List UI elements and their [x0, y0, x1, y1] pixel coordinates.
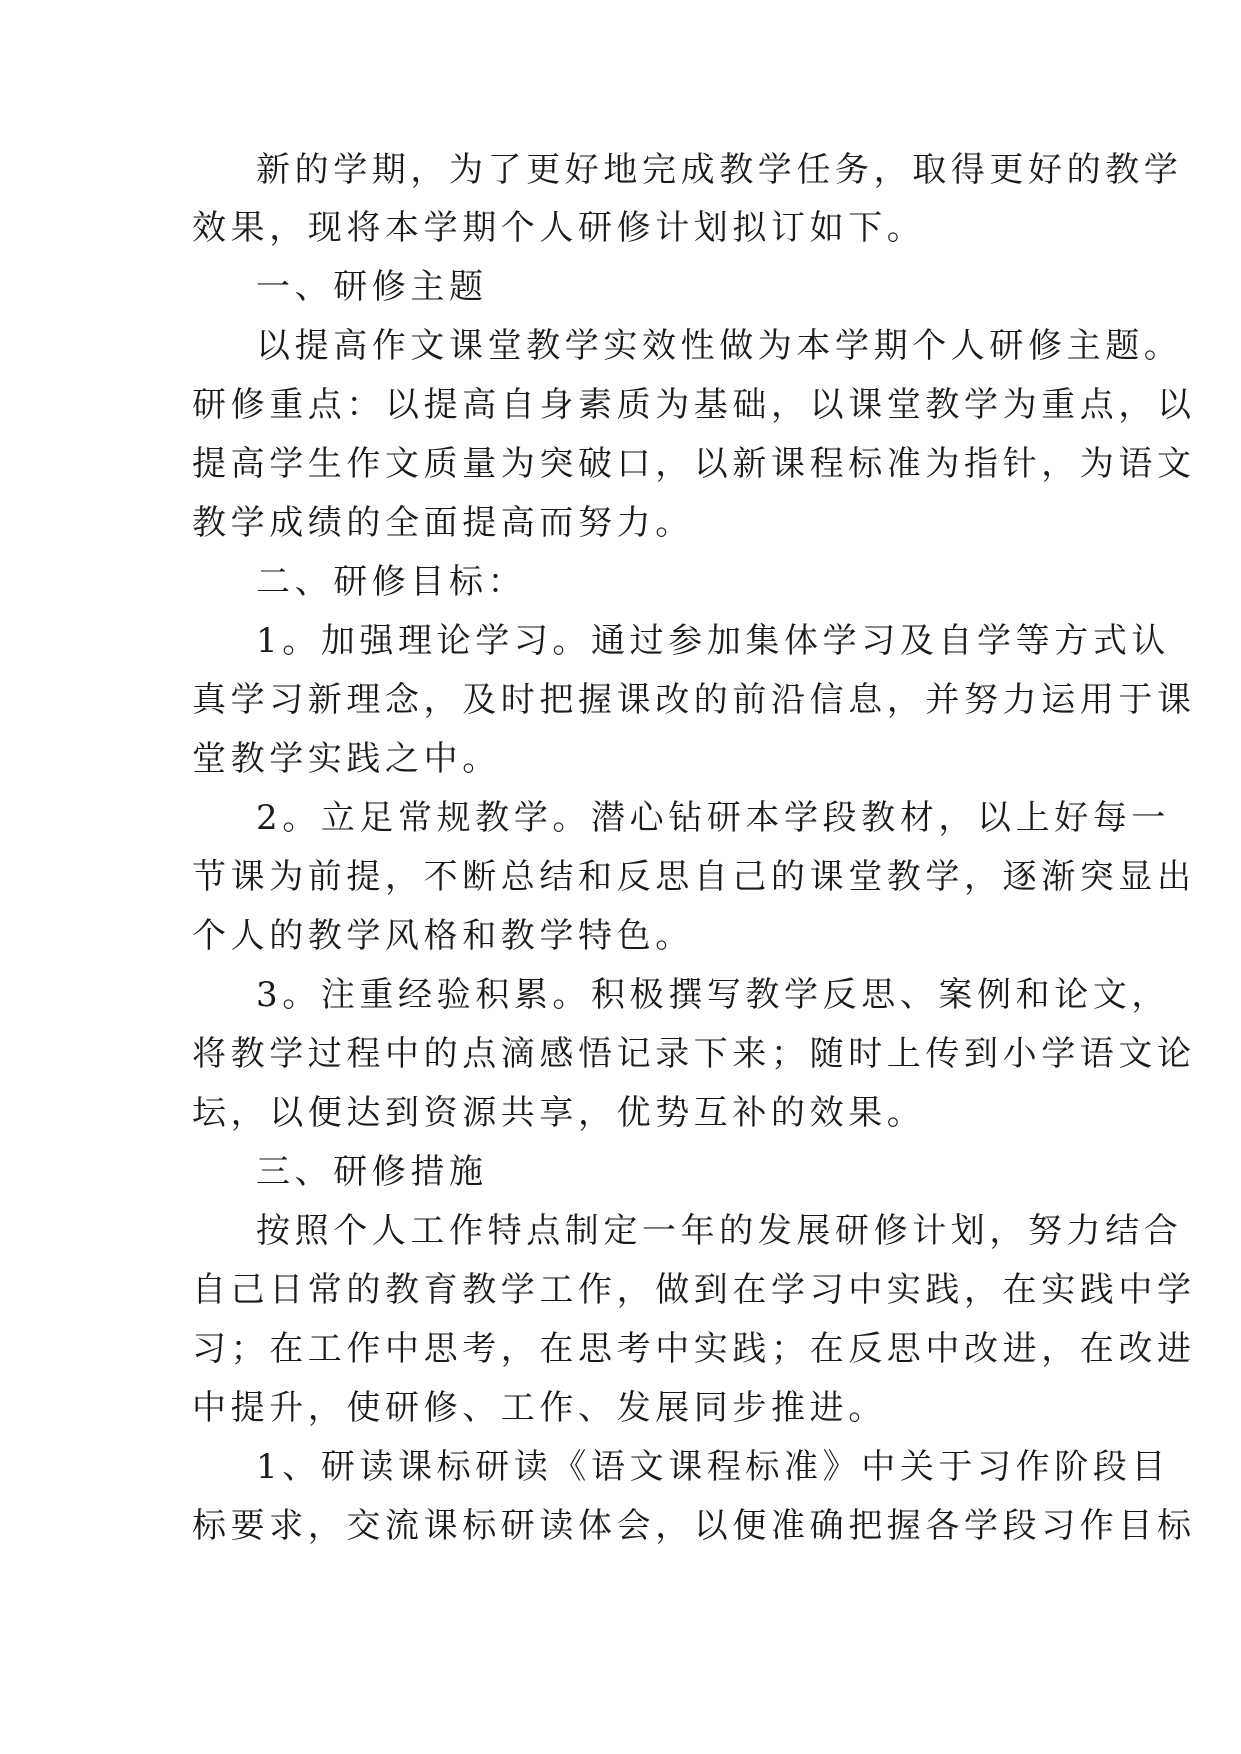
text-line: 1。加强理论学习。通过参加集体学习及自学等方式认 — [256, 621, 1171, 661]
text-line: 中提升，使研修、工作、发展同步推进。 — [192, 1388, 887, 1428]
text-line: 2。立足常规教学。潜心钻研本学段教材，以上好每一 — [256, 798, 1171, 838]
section-heading-2: 二、研修目标： — [256, 562, 527, 602]
text-line: 教学成绩的全面提高而努力。 — [192, 503, 694, 543]
text-line: 以提高作文课堂教学实效性做为本学期个人研修主题。 — [256, 326, 1183, 366]
text-line: 自己日常的教育教学工作，做到在学习中实践，在实践中学 — [192, 1270, 1196, 1310]
text-line: 按照个人工作特点制定一年的发展研修计划，努力结合 — [256, 1211, 1183, 1251]
text-line: 提高学生作文质量为突破口，以新课程标准为指针，为语文 — [192, 444, 1196, 484]
text-line: 研修重点：以提高自身素质为基础，以课堂教学为重点，以 — [192, 385, 1196, 425]
text-line: 节课为前提，不断总结和反思自己的课堂教学，逐渐突显出 — [192, 857, 1196, 897]
text-line: 习；在工作中思考，在思考中实践；在反思中改进，在改进 — [192, 1329, 1196, 1369]
text-line: 堂教学实践之中。 — [192, 739, 501, 779]
text-line: 1、研读课标研读《语文课程标准》中关于习作阶段目 — [256, 1447, 1171, 1487]
section-heading-3: 三、研修措施 — [256, 1152, 488, 1192]
section-heading-1: 一、研修主题 — [256, 267, 488, 307]
text-line: 将教学过程中的点滴感悟记录下来；随时上传到小学语文论 — [192, 1034, 1196, 1074]
text-line: 个人的教学风格和教学特色。 — [192, 916, 694, 956]
text-line: 真学习新理念，及时把握课改的前沿信息，并努力运用于课 — [192, 680, 1196, 720]
text-line: 标要求，交流课标研读体会，以便准确把握各学段习作目标 — [192, 1506, 1196, 1546]
text-line: 新的学期，为了更好地完成教学任务，取得更好的教学 — [256, 150, 1183, 190]
text-line: 3。注重经验积累。积极撰写教学反思、案例和论文， — [256, 975, 1171, 1015]
text-line: 坛，以便达到资源共享，优势互补的效果。 — [192, 1093, 926, 1133]
text-line: 效果，现将本学期个人研修计划拟订如下。 — [192, 208, 926, 248]
